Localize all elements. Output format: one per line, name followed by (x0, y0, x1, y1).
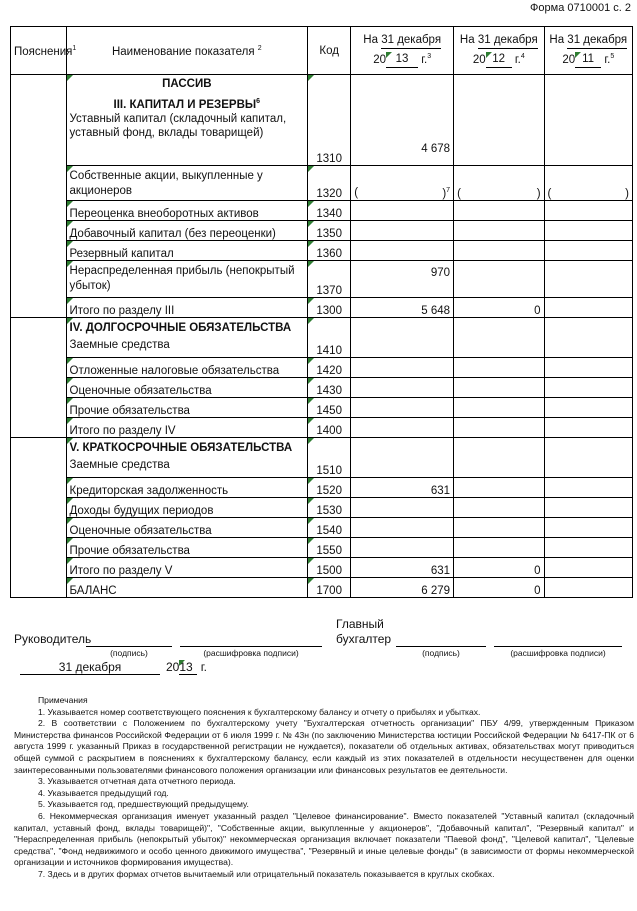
value-previous (454, 398, 544, 418)
chief-sign-caption: (подпись) (422, 648, 460, 658)
table-row (11, 578, 633, 598)
table-header-row (11, 27, 633, 75)
row-code: 1360 (308, 241, 351, 261)
table-row (11, 201, 633, 221)
value-before-previous (544, 261, 632, 298)
section-title-capital: III. КАПИТАЛ И РЕЗЕРВЫ$^6$ (113, 97, 261, 111)
row-code: 1370 (308, 261, 351, 298)
section-title-long-term: IV. ДОЛГОСРОЧНЫЕ ОБЯЗАТЕЛЬСТВА (69, 322, 292, 334)
value-previous: 0 (454, 298, 544, 318)
value-before-previous (544, 438, 632, 478)
row-code: 1420 (308, 358, 351, 378)
value-current (351, 221, 454, 241)
chief-accountant-label: Главный бухгалтер (336, 617, 392, 646)
chief-decode-caption: (расшифровка подписи) (510, 648, 606, 658)
value-previous (454, 75, 544, 166)
value-current (351, 241, 454, 261)
value-current (351, 378, 454, 398)
header-notes: Пояснения$^1$ (11, 27, 67, 75)
section-title-short-term: V. КРАТКОСРОЧНЫЕ ОБЯЗАТЕЛЬСТВА (69, 442, 293, 454)
table-row (11, 241, 633, 261)
row-label: Итого по разделу V (66, 558, 308, 578)
row-code: 1510 (308, 438, 351, 478)
row-code: 1520 (308, 478, 351, 498)
row-label: Итого по разделу III (66, 298, 308, 318)
note-item: 6. Некоммерческая организация именует указанный раздел "Целевое финансирование". Вместо показателей "Уставный капитал (складочный капитал, уставный фонд, вклады товарищей)", "Собственные акции, выкупленные у акционеров", "Добавочный капитал", "Резервный капитал" и "Нераспределенная прибыль (непокрытый убыток)" некоммерческая организация включает показатели "Паевой фонд", "Целевой капитал", "Целевые средства", "Фонд недвижимого и особо ценного движимого имущества", "Резервный и иные целевые фонды" (в зависимости от формы некоммерческой организации и источников формирования имущества). (14, 810, 634, 868)
row-label: Уставный капитал (складочный капитал, уставный фонд, вклады товарищей) (69, 112, 287, 140)
value-current: 970 (351, 261, 454, 298)
header-date-before-previous: На 31 декабря 20 11 г.$^5$ (544, 27, 632, 75)
note-item: 3. Указывается отчетная дата отчетного периода. (38, 776, 236, 787)
note-item: 1. Указывается номер соответствующего пояснения к бухгалтерскому балансу и отчету о прибылях и убытках. (38, 706, 481, 717)
row-label: Заемные средства (69, 339, 170, 351)
table-row (11, 478, 633, 498)
row-code: 1530 (308, 498, 351, 518)
row-code: 1340 (308, 201, 351, 221)
value-before-previous (544, 201, 632, 221)
row-label: Кредиторская задолженность (66, 478, 308, 498)
value-current (351, 518, 454, 538)
value-previous (454, 201, 544, 221)
row-label: Заемные средства (69, 459, 170, 471)
value-before-previous (544, 358, 632, 378)
value-current (351, 498, 454, 518)
value-previous (454, 318, 544, 358)
value-current (351, 398, 454, 418)
header-date-previous: На 31 декабря 20 12 г.$^4$ (454, 27, 544, 75)
table-row (11, 518, 633, 538)
value-before-previous (544, 498, 632, 518)
chief-signature-line (396, 632, 486, 647)
header-indicator-name: Наименование показателя $^2$ (66, 27, 308, 75)
head-label: Руководитель (14, 632, 92, 646)
row-label: Переоценка внеоборотных активов (66, 201, 308, 221)
row-code: 1350 (308, 221, 351, 241)
row-code: 1400 (308, 418, 351, 438)
row-label: Итого по разделу IV (66, 418, 308, 438)
value-before-previous (544, 578, 632, 598)
value-before-previous (544, 241, 632, 261)
row-code: 1540 (308, 518, 351, 538)
row-label: Собственные акции, выкупленные у акционеров (66, 166, 308, 201)
signature-year: 2013 г. (166, 660, 207, 674)
value-current (351, 538, 454, 558)
table-row (11, 418, 633, 438)
row-label: Нераспределенная прибыль (непокрытый убыток) (66, 261, 308, 298)
row-code: 1320 (308, 166, 351, 201)
table-row (11, 498, 633, 518)
row-name (66, 438, 308, 478)
row-code: 1310 (308, 75, 351, 166)
value-previous (454, 261, 544, 298)
head-decode-caption: (расшифровка подписи) (203, 648, 299, 658)
note-item: 2. В соответствии с Положением по бухгалтерскому учету "Бухгалтерская отчетность организации" ПБУ 4/99, утвержденным Приказом Министерства финансов Российской Федерации от 6 июля 1999 г. № 43н (по заключению Министерства юстиции Российской Федерации № 6417-ПК от 6 августа 1999 г. указанный Приказ в государственной регистрации не нуждается), показатели об отдельных активах, обязательствах могут приводиться общей суммой с раскрытием в пояснениях к бухгалтерскому балансу, если каждый из этих показателей в отдельности несущественен для оценки заинтересованными пользователями финансового положения организации или финансовых результатов ее деятельности. (14, 718, 634, 775)
value-previous (454, 438, 544, 478)
row-code: 1700 (308, 578, 351, 598)
notes-cell (11, 438, 67, 598)
value-previous (454, 518, 544, 538)
row-code: 1300 (308, 298, 351, 318)
row-name (66, 318, 308, 358)
value-previous (454, 418, 544, 438)
value-previous: ( ) (454, 166, 544, 201)
signature-date: 31 декабря (20, 660, 160, 675)
note-item: 5. Указывается год, предшествующий предыдущему. (38, 799, 249, 810)
row-label: Оценочные обязательства (66, 518, 308, 538)
header-code: Код (308, 27, 351, 75)
value-current (351, 318, 454, 358)
value-before-previous (544, 558, 632, 578)
head-decode-line (180, 632, 322, 647)
value-current: 6 279 (351, 578, 454, 598)
table-row (11, 378, 633, 398)
notes-title: Примечания (38, 695, 88, 705)
value-before-previous: ( ) (544, 166, 632, 201)
table-row (11, 438, 633, 478)
head-sign-caption: (подпись) (110, 648, 148, 658)
table-row (11, 538, 633, 558)
row-code: 1410 (308, 318, 351, 358)
row-label: БАЛАНС (66, 578, 308, 598)
notes-cell (11, 75, 67, 318)
balance-liabilities-table (10, 26, 633, 598)
value-previous (454, 478, 544, 498)
value-current (351, 438, 454, 478)
value-current: ( )$^7$ (351, 166, 454, 201)
table-row (11, 298, 633, 318)
table-row (11, 221, 633, 241)
row-label: Прочие обязательства (66, 398, 308, 418)
table-row (11, 166, 633, 201)
note-item: 7. Здесь и в других формах отчетов вычитаемый или отрицательный показатель показывается в круглых скобках. (38, 868, 495, 879)
value-before-previous (544, 398, 632, 418)
chief-decode-line (494, 632, 622, 647)
table-row (11, 75, 633, 166)
row-code: 1550 (308, 538, 351, 558)
value-previous (454, 358, 544, 378)
table-row (11, 261, 633, 298)
value-before-previous (544, 418, 632, 438)
value-before-previous (544, 221, 632, 241)
value-previous (454, 241, 544, 261)
table-row (11, 398, 633, 418)
table-row (11, 358, 633, 378)
value-current: 5 648 (351, 298, 454, 318)
value-before-previous (544, 75, 632, 166)
row-label: Оценочные обязательства (66, 378, 308, 398)
value-before-previous (544, 478, 632, 498)
row-label: Прочие обязательства (66, 538, 308, 558)
value-previous (454, 378, 544, 398)
row-label: Доходы будущих периодов (66, 498, 308, 518)
head-signature-line (86, 632, 172, 647)
table-row (11, 558, 633, 578)
section-title-passive: ПАССИВ (162, 78, 212, 90)
value-previous: 0 (454, 558, 544, 578)
row-code: 1500 (308, 558, 351, 578)
value-previous: 0 (454, 578, 544, 598)
row-label: Отложенные налоговые обязательства (66, 358, 308, 378)
value-before-previous (544, 298, 632, 318)
row-name (66, 75, 308, 166)
value-current: 4 678 (351, 75, 454, 166)
value-before-previous (544, 518, 632, 538)
table-row (11, 318, 633, 358)
value-current (351, 358, 454, 378)
value-previous (454, 498, 544, 518)
value-previous (454, 221, 544, 241)
row-label: Резервный капитал (66, 241, 308, 261)
value-current: 631 (351, 558, 454, 578)
value-before-previous (544, 538, 632, 558)
value-before-previous (544, 318, 632, 358)
value-previous (454, 538, 544, 558)
value-current: 631 (351, 478, 454, 498)
notes-cell (11, 318, 67, 438)
header-date-current: На 31 декабря 20 13 г.$^3$ (351, 27, 454, 75)
row-code: 1450 (308, 398, 351, 418)
notes-block (14, 695, 634, 881)
value-current (351, 418, 454, 438)
row-code: 1430 (308, 378, 351, 398)
value-before-previous (544, 378, 632, 398)
form-reference: Форма 0710001 с. 2 (530, 2, 631, 14)
value-current (351, 201, 454, 221)
row-label: Добавочный капитал (без переоценки) (66, 221, 308, 241)
note-item: 4. Указывается предыдущий год. (38, 787, 169, 798)
